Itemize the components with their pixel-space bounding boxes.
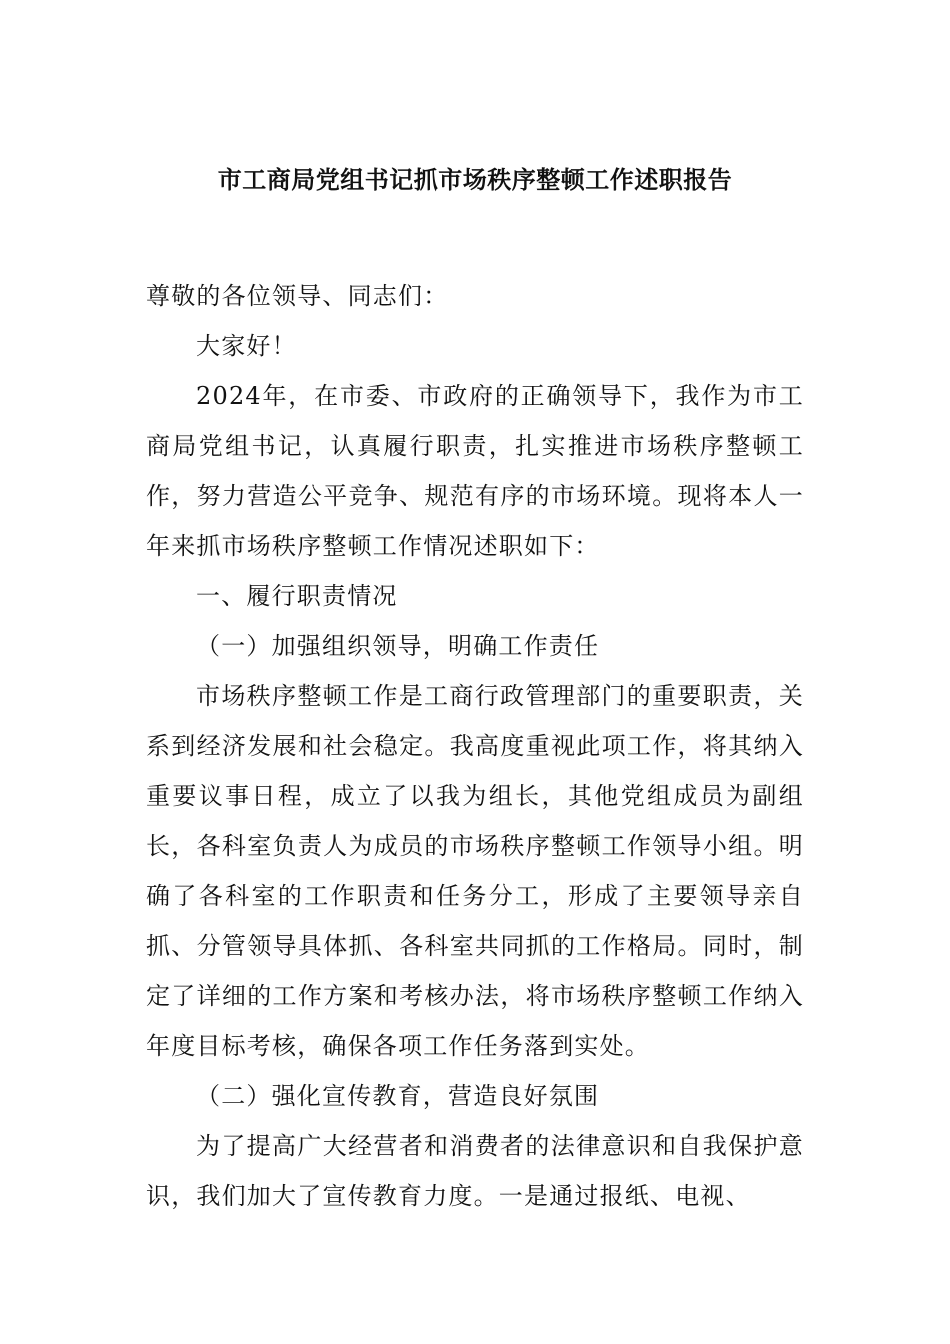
intro-paragraph: 2024年，在市委、市政府的正确领导下，我作为市工商局党组书记，认真履行职责，扎实推进市场秩序整顿工作，努力营造公平竞争、规范有序的市场环境。现将本人一年来抓市场秩序整顿工作情况述职如下：: [146, 382, 804, 560]
subsection-2-paragraph: 为了提高广大经营者和消费者的法律意识和自我保护意识，我们加大了宣传教育力度。一是通过报纸、电视、: [146, 1132, 804, 1210]
document-body: [146, 271, 804, 1221]
subsection-heading-1: （一）加强组织领导，明确工作责任: [196, 632, 600, 660]
greeting: 大家好！: [196, 332, 297, 360]
subsection-heading-2: （二）强化宣传教育，营造良好氛围: [196, 1082, 600, 1110]
document-title: 市工商局党组书记抓市场秩序整顿工作述职报告: [217, 165, 733, 194]
section-heading-1: 一、履行职责情况: [196, 582, 398, 610]
salutation: 尊敬的各位领导、同志们：: [146, 282, 449, 310]
subsection-1-paragraph: 市场秩序整顿工作是工商行政管理部门的重要职责，关系到经济发展和社会稳定。我高度重视此项工作，将其纳入重要议事日程，成立了以我为组长，其他党组成员为副组长，各科室负责人为成员的市场秩序整顿工作领导小组。明确了各科室的工作职责和任务分工，形成了主要领导亲自抓、分管领导具体抓、各科室共同抓的工作格局。同时，制定了详细的工作方案和考核办法，将市场秩序整顿工作纳入年度目标考核，确保各项工作任务落到实处。: [146, 682, 804, 1060]
